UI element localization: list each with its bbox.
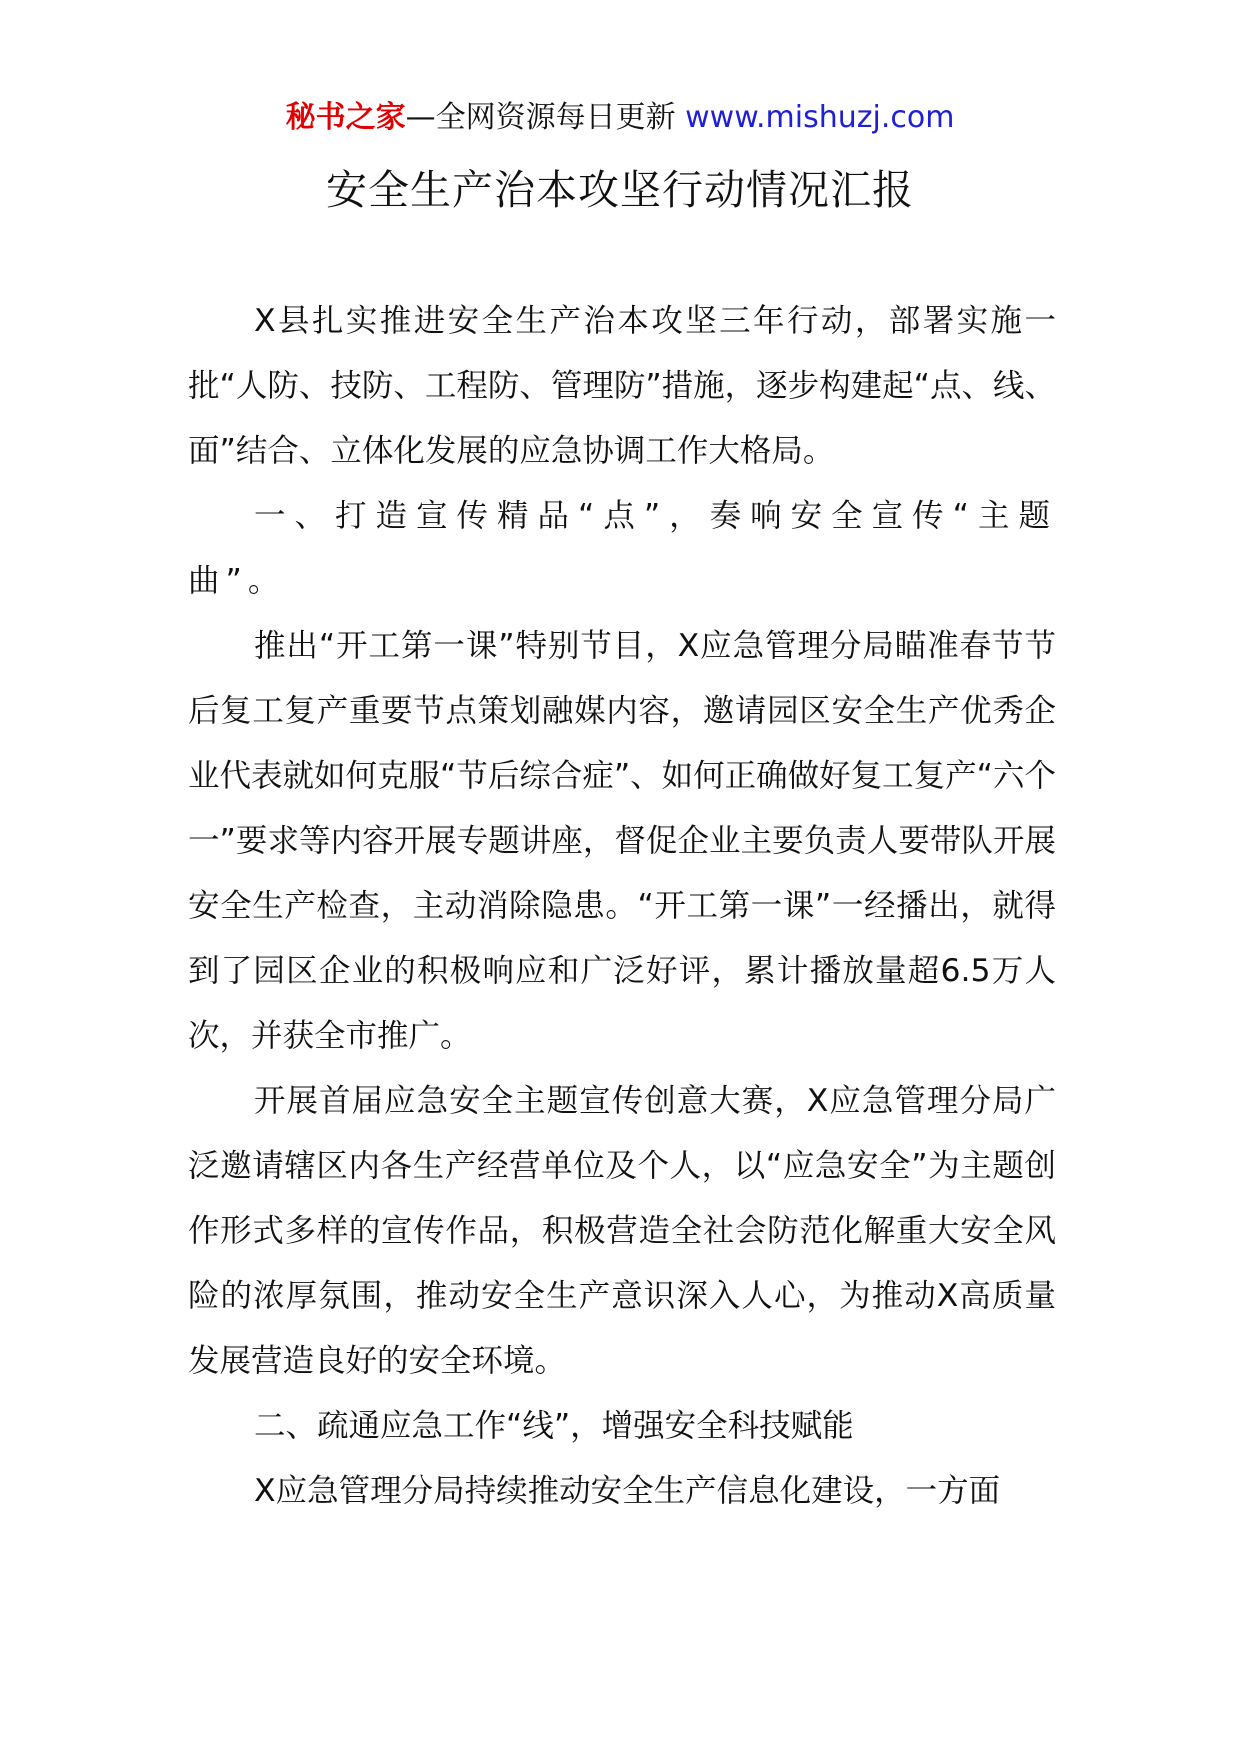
section-heading-2: 二、疏通应急工作“线”，增强安全科技赋能	[254, 1408, 854, 1444]
body-paragraph: 开展首届应急安全主题宣传创意大赛，X应急管理分局广泛邀请辖区内各生产经营单位及个人，以“应急安全”为主题创作形式多样的宣传作品，积极营造全社会防范化解重大安全风险的浓厚氛围，推动安全生产意识深入人心，为推动X高质量发展营造良好的安全环境。	[188, 1083, 1056, 1379]
header-tagline: —全网资源每日更新	[405, 100, 676, 135]
intro-paragraph: X县扎实推进安全生产治本攻坚三年行动，部署实施一批“人防、技防、工程防、管理防”措施，逐步构建起“点、线、面”结合、立体化发展的应急协调工作大格局。	[188, 303, 1056, 469]
section-heading-1: 一、打造宣传精品“点”，奏响安全宣传“主题曲”。	[188, 498, 1056, 599]
site-header	[0, 98, 1240, 138]
site-url[interactable]: www.mishuzj.com	[685, 100, 955, 135]
body-paragraph: X应急管理分局持续推动安全生产信息化建设，一方面	[254, 1473, 1001, 1509]
document-title: 安全生产治本攻坚行动情况汇报	[326, 166, 914, 214]
document-body	[188, 289, 1056, 1524]
brand-name: 秘书之家	[285, 100, 406, 135]
body-paragraph: 推出“开工第一课”特别节目，X应急管理分局瞄准春节节后复工复产重要节点策划融媒内容，邀请园区安全生产优秀企业代表就如何克服“节后综合症”、如何正确做好复工复产“六个一”要求等内容开展专题讲座，督促企业主要负责人要带队开展安全生产检查，主动消除隐患。“开工第一课”一经播出，就得到了园区企业的积极响应和广泛好评，累计播放量超6.5万人次，并获全市推广。	[188, 628, 1056, 1054]
